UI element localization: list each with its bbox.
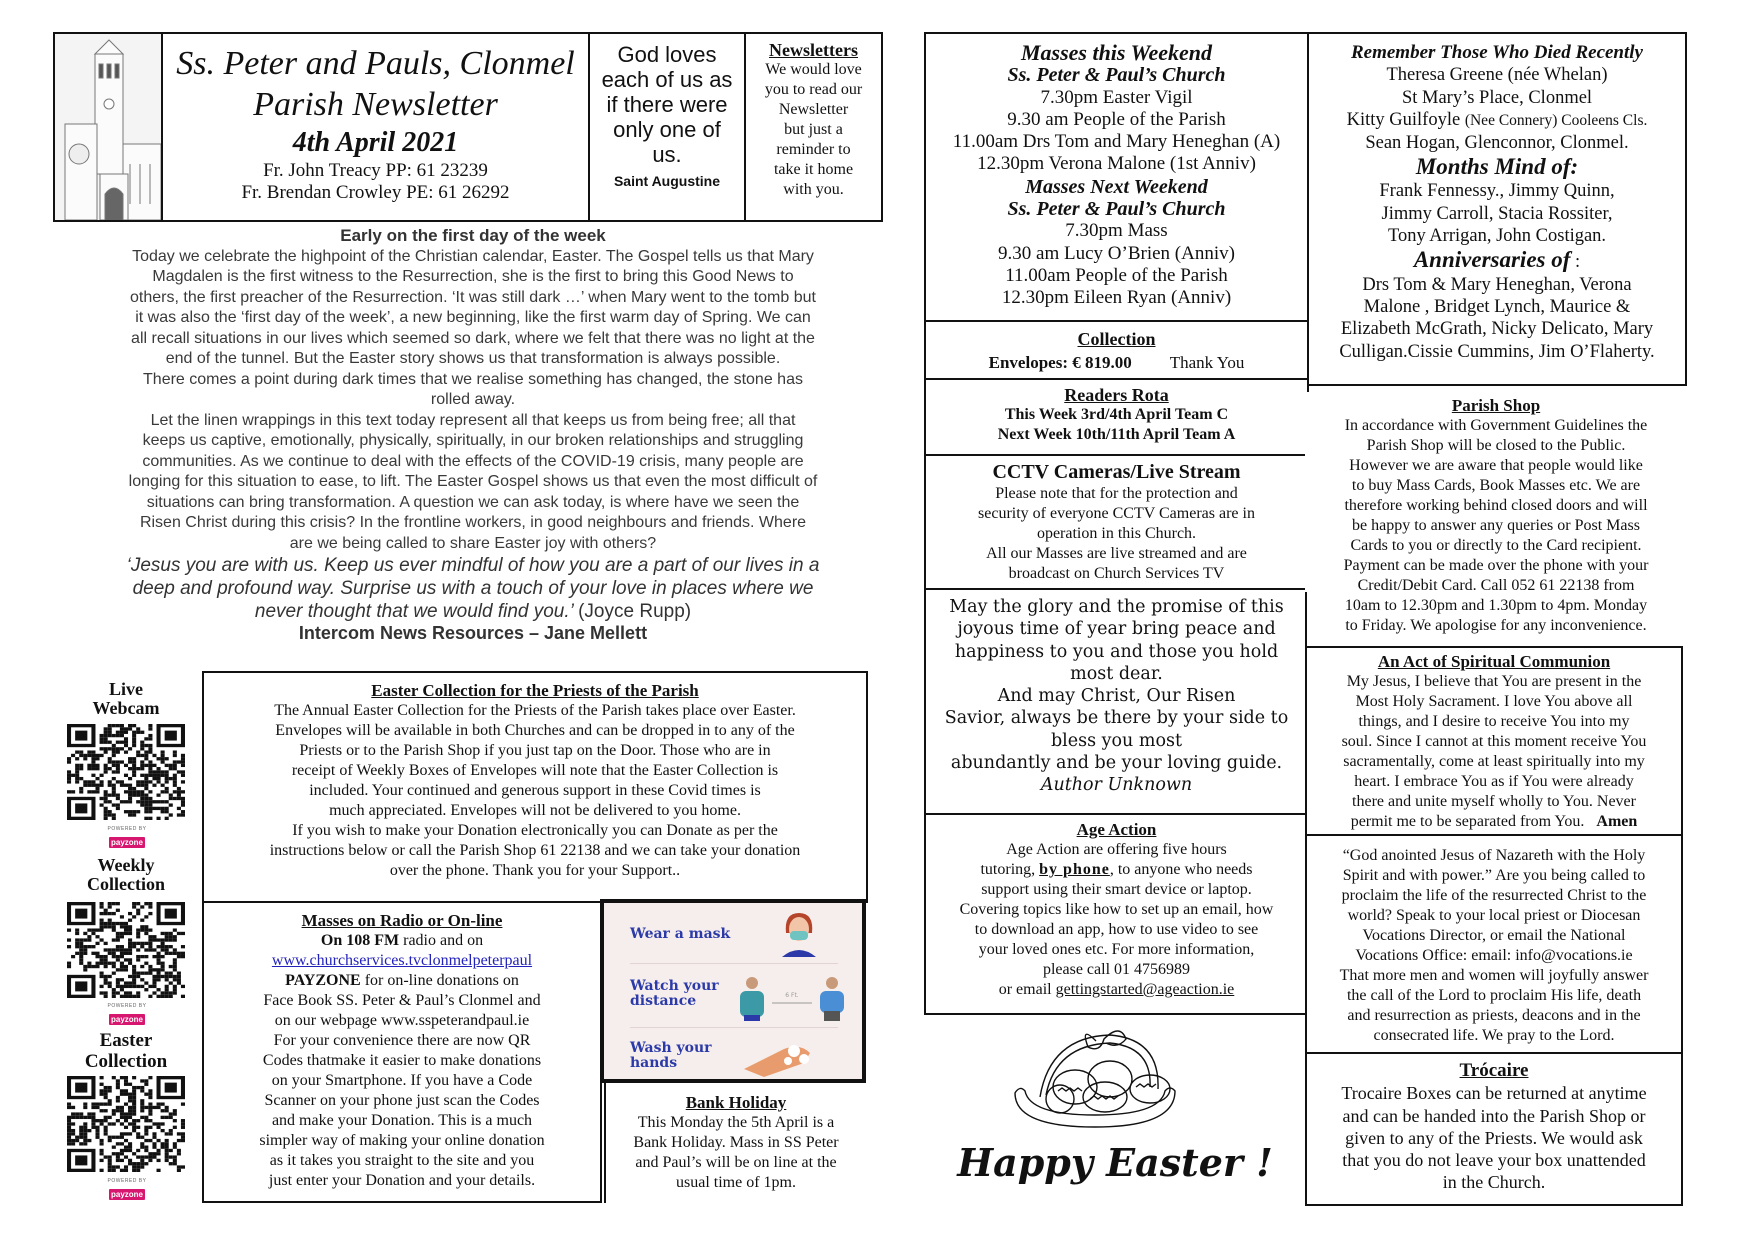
text-line: This Monday the 5th April is a bbox=[637, 1114, 835, 1131]
months-mind-names: Tony Arrigan, John Costigan. bbox=[1387, 226, 1607, 247]
qr-label-easter-collection bbox=[66, 1030, 186, 1072]
text-line: given to any of the Priests. We would ask bbox=[1345, 1127, 1643, 1148]
remember-heading: Remember Those Who Died Recently bbox=[1350, 42, 1643, 63]
trocaire-notice bbox=[1305, 1052, 1683, 1206]
text-line: Scanner on your phone just scan the Codes bbox=[264, 1092, 540, 1109]
text-line: In accordance with Government Guidelines the bbox=[1344, 417, 1648, 434]
text-line: and Paul’s will be on line at the bbox=[635, 1154, 837, 1171]
text-line: on our webpage www.sspeterandpaul.ie bbox=[274, 1012, 530, 1029]
anniversary-names: Malone , Bridget Lynch, Maurice & bbox=[1363, 296, 1631, 317]
text-line: soul. Since I cannot at this moment receive You bbox=[1341, 733, 1647, 750]
bank-holiday-heading: Bank Holiday bbox=[685, 1093, 787, 1112]
easter-collection-heading: Easter Collection for the Priests of the Parish bbox=[371, 681, 699, 700]
box-border bbox=[1305, 592, 1307, 652]
rota-this-week: This Week 3rd/4th April Team C bbox=[1004, 406, 1229, 423]
envelopes-amount: Envelopes: € 819.00 bbox=[988, 353, 1132, 372]
text-line: on your Smartphone. If you have a Code bbox=[271, 1072, 533, 1089]
text-line: be happy to answer any queries or Post Mass bbox=[1352, 517, 1640, 534]
covid-safety-poster bbox=[600, 899, 866, 1083]
text-line: May the glory and the promise of this bbox=[949, 597, 1284, 617]
text-line: Weekly bbox=[97, 855, 155, 875]
quote-line: each of us as bbox=[601, 67, 733, 92]
text-line: support using their smart device or laptop. bbox=[981, 881, 1252, 898]
readers-rota-heading: Readers Rota bbox=[1064, 385, 1169, 405]
text-line: However we are aware that people would like bbox=[1349, 457, 1643, 474]
text-line: situations can bring transformation. A question we can ask today, is where have we seen the bbox=[146, 493, 800, 511]
reflection-heading: Early on the first day of the week bbox=[340, 226, 606, 245]
text-line: and can be handed into the Parish Shop or bbox=[1342, 1105, 1646, 1126]
text-line: to Friday. We apologise for any inconvenience. bbox=[1345, 617, 1647, 634]
mass-time-item: 9.30 am People of the Parish bbox=[1007, 108, 1226, 130]
qr-code-icon[interactable] bbox=[67, 1076, 185, 1172]
text-line: bless you most bbox=[1050, 730, 1183, 751]
distance-label: 6 Ft. bbox=[785, 992, 799, 999]
text-line: much appreciated. Envelopes will not be delivered to you home. bbox=[329, 802, 741, 819]
text-line: hands bbox=[630, 1055, 678, 1071]
collection-heading: Collection bbox=[1077, 329, 1156, 349]
reflection-paragraph-1 bbox=[58, 247, 888, 411]
text-line: My Jesus, I believe that You are present in the bbox=[1346, 673, 1642, 690]
text-line: Newsletter bbox=[778, 101, 849, 118]
masked-person-icon bbox=[774, 907, 824, 957]
age-action-email-link[interactable]: gettingstarted@ageaction.ie bbox=[1055, 981, 1235, 998]
text-line: longing for this situation to ease, to lift. The Easter Gospel shows us that even the most difficult of bbox=[128, 473, 818, 490]
newsletter-title: Parish Newsletter bbox=[253, 86, 498, 123]
by-phone-emphasis: by phone bbox=[1039, 861, 1110, 878]
payzone-badge bbox=[95, 1178, 159, 1202]
deceased-name: Kitty Guilfoyle bbox=[1346, 109, 1465, 130]
text-line: Payment can be made over the phone with your bbox=[1343, 557, 1649, 574]
text-line: 10am to 12.30pm and 1.30pm to 4pm. Monday bbox=[1344, 597, 1648, 614]
text-line: receipt of Weekly Boxes of Envelopes will note that the Easter Collection is bbox=[291, 762, 779, 779]
text-line: And may Christ, Our Risen bbox=[997, 686, 1236, 707]
poster-divider bbox=[630, 963, 838, 964]
text-line: Live bbox=[109, 679, 143, 699]
text-line: Let the linen wrappings in this text today represent all that keeps us from being free; all that bbox=[150, 411, 796, 429]
text-line: “God anointed Jesus of Nazareth with the Holy bbox=[1342, 847, 1646, 864]
text-line: Webcam bbox=[92, 698, 160, 718]
text-line: Risen Christ during this crisis? In the frontline workers, in good neighbours and friends. Where bbox=[139, 514, 807, 531]
anniversary-names: Elizabeth McGrath, Nicky Delicato, Mary bbox=[1340, 319, 1654, 340]
qr-code-icon[interactable] bbox=[67, 724, 185, 820]
poster-item-mask bbox=[630, 927, 730, 942]
text-line: and resurrection as priests, deacons and in the bbox=[1347, 1007, 1641, 1024]
text-line: : bbox=[1570, 252, 1581, 273]
text-line: , to anyone who needs bbox=[1109, 861, 1253, 878]
quote-line: us. bbox=[652, 142, 682, 167]
text-line: your loved ones etc. For more information, bbox=[978, 941, 1255, 958]
text-line: operation in this Church. bbox=[1036, 525, 1197, 542]
text-line: to download an app, how to use video to see bbox=[974, 921, 1259, 938]
payzone-badge bbox=[95, 1003, 159, 1027]
mass-time-item: 7.30pm Easter Vigil bbox=[1040, 86, 1193, 108]
text-line: most dear. bbox=[1070, 663, 1163, 684]
text-line: Covering topics like how to set up an email, how bbox=[959, 901, 1274, 918]
text-line: broadcast on Church Services TV bbox=[1008, 565, 1225, 582]
qr-label-weekly-collection bbox=[66, 856, 186, 894]
remember-deceased-box bbox=[1307, 32, 1687, 386]
communion-heading: An Act of Spiritual Communion bbox=[1377, 652, 1611, 671]
church-sketch-image bbox=[53, 32, 163, 222]
deceased-address: St Mary’s Place, Clonmel bbox=[1401, 87, 1593, 108]
text-line: heart. I embrace You as if You were already bbox=[1354, 773, 1634, 790]
reflection-source: Intercom News Resources – Jane Mellett bbox=[298, 623, 648, 643]
text-line: that you do not leave your box unattended bbox=[1342, 1150, 1646, 1171]
text-line: Bank Holiday. Mass in SS Peter bbox=[633, 1134, 839, 1151]
next-weekend-heading: Masses Next Weekend bbox=[1025, 175, 1208, 198]
parish-shop-heading: Parish Shop bbox=[1451, 396, 1541, 415]
text-line: Credit/Debit Card. Call 052 61 22138 from bbox=[1357, 577, 1635, 594]
text-line: Watch your bbox=[630, 978, 719, 994]
text-line: things, and I desire to receive You into my bbox=[1358, 713, 1630, 730]
text-line: as it takes you straight to the site and you bbox=[269, 1152, 535, 1169]
text-line: sacramentally, come at least spiritually into my bbox=[1343, 753, 1645, 770]
text-line: to buy Mass Cards, Book Masses etc. We are bbox=[1351, 477, 1641, 494]
text-line: simpler way of making your online donation bbox=[259, 1132, 545, 1149]
text-line: Vocations Office: email: info@vocations.ie bbox=[1355, 947, 1633, 964]
text-line: all recall situations in our lives which seemed so dark, where we felt that there was no light at the bbox=[131, 329, 815, 347]
payzone-badge bbox=[95, 826, 159, 850]
text-line: instructions below or call the Parish Shop 61 22138 and we can take your donation bbox=[269, 842, 801, 859]
text-line: tutoring, bbox=[980, 861, 1040, 878]
text-line: There comes a point during dark times that we realise something has changed, the stone has bbox=[143, 370, 803, 388]
text-line: Age Action are offering five hours bbox=[1006, 841, 1227, 858]
text-line: reminder to bbox=[776, 141, 851, 158]
easter-reflection bbox=[58, 226, 888, 644]
anniversary-names: Drs Tom & Mary Heneghan, Verona bbox=[1362, 274, 1632, 295]
text-line: security of everyone CCTV Cameras are in bbox=[978, 505, 1255, 522]
text-line: Most Holy Sacrament. I love You above all bbox=[1355, 693, 1633, 710]
text-line: Parish Shop will be closed to the Public. bbox=[1366, 437, 1626, 454]
readers-rota-box bbox=[924, 378, 1309, 456]
text-line: For your convenience there are now QR bbox=[273, 1032, 531, 1049]
text-line: just enter your Donation and your details. bbox=[268, 1172, 536, 1189]
text-line: All our Masses are live streamed and are bbox=[986, 545, 1247, 562]
qr-label-live-webcam bbox=[66, 680, 186, 718]
powered-by-text: POWERED BY bbox=[107, 1003, 147, 1009]
church-tower-icon bbox=[55, 34, 161, 220]
text-line: Codes thatmake it easier to make donations bbox=[262, 1052, 542, 1069]
text-line: usual time of 1pm. bbox=[676, 1174, 796, 1191]
this-weekend-heading: Masses this Weekend bbox=[1020, 40, 1213, 65]
happy-easter-greeting: Happy Easter ! bbox=[957, 1140, 1273, 1185]
text-line: If you wish to make your Donation electronically you can Donate as per the bbox=[292, 822, 778, 839]
text-line: included. Your continued and generous support in these Covid times is bbox=[309, 782, 761, 799]
poster-item-hands bbox=[630, 1041, 712, 1071]
powered-by-text: POWERED BY bbox=[107, 1178, 147, 1184]
newsletters-heading: Newsletters bbox=[769, 40, 858, 60]
joyce-rupp-prayer bbox=[58, 554, 888, 623]
text-line: That more men and women will joyfully answer bbox=[1339, 967, 1649, 984]
mass-time-item: 7.30pm Mass bbox=[1065, 220, 1168, 242]
text-line: Envelopes will be available in both Churches and can be dropped in to any of the bbox=[275, 722, 795, 739]
text-line: ‘Jesus you are with us. Keep us ever mindful of how you are a part of our lives in a bbox=[126, 555, 820, 576]
text-line: Face Book SS. Peter & Paul’s Clonmel and bbox=[263, 992, 541, 1009]
text-line: Trocaire Boxes can be returned at anytime bbox=[1341, 1083, 1647, 1104]
mass-time-item: 12.30pm Eileen Ryan (Anniv) bbox=[1001, 287, 1232, 309]
text-line: Easter bbox=[99, 1030, 153, 1051]
text-line: but just a bbox=[784, 121, 843, 138]
payzone-logo: payzone bbox=[110, 1015, 143, 1024]
text-line: Collection bbox=[84, 1051, 168, 1072]
anniversary-names: Culligan.Cissie Cummins, Jim O’Flaherty. bbox=[1339, 341, 1655, 362]
powered-by-text: POWERED BY bbox=[107, 826, 147, 832]
text-line: over the phone. Thank you for your Support.. bbox=[389, 862, 681, 879]
qr-code-icon[interactable] bbox=[67, 902, 185, 998]
text-line: end of the tunnel. But the Easter story shows us that transformation is always possible. bbox=[165, 350, 781, 367]
poster-divider bbox=[630, 1027, 838, 1028]
months-mind-heading: Months Mind of: bbox=[1415, 154, 1579, 180]
text-line: and make your Donation. This is a much bbox=[271, 1112, 533, 1129]
age-action-heading: Age Action bbox=[1076, 820, 1157, 839]
payzone-label: PAYZONE bbox=[285, 972, 361, 989]
text-line: radio and on bbox=[399, 932, 484, 949]
poster-item-distance bbox=[630, 979, 719, 1009]
text-line: Magdalen is the first witness to the Resurrection, she is the first to bring this Good News to bbox=[152, 268, 794, 285]
deceased-name: Theresa Greene (née Whelan) bbox=[1386, 65, 1608, 86]
blessing-author: Author Unknown bbox=[1040, 775, 1193, 796]
mass-time-item: 11.00am People of the Parish bbox=[1005, 264, 1228, 286]
text-line: Wash your bbox=[630, 1040, 712, 1056]
thank-you-text: Thank You bbox=[1169, 353, 1245, 372]
text-line: happiness to you and those you hold bbox=[954, 641, 1279, 662]
months-mind-names: Frank Fennessy., Jimmy Quinn, bbox=[1379, 181, 1615, 202]
deceased-address: (Nee Connery) Cooleens Cls. bbox=[1464, 111, 1648, 129]
months-mind-names: Jimmy Carroll, Stacia Rossiter, bbox=[1381, 203, 1613, 224]
deceased-name: Sean Hogan, Glenconnor, Clonmel. bbox=[1365, 133, 1629, 154]
text-line: The Annual Easter Collection for the Priests of the Parish takes place over Easter. bbox=[274, 702, 796, 719]
mass-times-box bbox=[924, 32, 1309, 322]
rota-next-week: Next Week 10th/11th April Team A bbox=[997, 426, 1236, 443]
text-line: joyous time of year bring peace and bbox=[957, 619, 1276, 640]
mass-time-item: 9.30 am Lucy O’Brien (Anniv) bbox=[998, 242, 1235, 264]
reflection-paragraph-2 bbox=[58, 411, 888, 555]
text-line: Savior, always be there by your side to bbox=[944, 708, 1289, 729]
cctv-notice bbox=[924, 454, 1309, 590]
text-line: therefore working behind closed doors and will bbox=[1344, 497, 1648, 514]
newsletter-date: 4th April 2021 bbox=[292, 127, 459, 158]
text-line: with you. bbox=[783, 181, 844, 198]
text-line: Spirit and with power.” Are you being called to bbox=[1342, 867, 1646, 884]
text-line: Collection bbox=[87, 874, 165, 894]
augustine-quote-box bbox=[588, 32, 746, 222]
newsletters-notice bbox=[744, 32, 883, 222]
prayer-attribution: (Joyce Rupp) bbox=[578, 601, 692, 622]
easter-blessing bbox=[924, 588, 1309, 815]
text-line: there and unite myself wholly to You. Never bbox=[1352, 793, 1636, 810]
priest-contact: Fr. John Treacy PP: 61 23239 bbox=[263, 160, 488, 181]
text-line: rolled away. bbox=[430, 391, 516, 408]
parish-name: Ss. Peter and Pauls, Clonmel bbox=[176, 45, 575, 82]
text-line: you to read our bbox=[764, 81, 863, 98]
spiritual-communion-prayer bbox=[1305, 646, 1683, 836]
newsletter-title-block bbox=[161, 32, 590, 222]
social-distance-icon bbox=[734, 975, 850, 1023]
quote-line: only one of bbox=[613, 117, 721, 142]
text-line: distance bbox=[630, 993, 697, 1009]
text-line: Vocations Director, or email the National bbox=[1362, 927, 1626, 944]
text-line: for on-line donations on bbox=[360, 972, 519, 989]
church-services-link[interactable]: www.churchservices.tvclonmelpeterpaul bbox=[271, 952, 533, 969]
fm-frequency: On 108 FM bbox=[320, 932, 400, 949]
text-line: the call of the Lord to proclaim His life, death bbox=[1346, 987, 1642, 1004]
vocations-notice bbox=[1305, 834, 1683, 1054]
easter-collection-notice bbox=[202, 671, 868, 903]
cctv-heading: CCTV Cameras/Live Stream bbox=[992, 461, 1241, 483]
bank-holiday-notice bbox=[604, 1083, 866, 1203]
payzone-logo: payzone bbox=[110, 1190, 143, 1199]
text-line: take it home bbox=[773, 161, 854, 178]
text-line: never thought that we would find you.’ bbox=[254, 601, 573, 622]
text-line: abundantly and be your loving guide. bbox=[950, 753, 1283, 774]
text-line: Cards to you or directly to the Card recipient. bbox=[1350, 537, 1642, 554]
radio-heading: Masses on Radio or On-line bbox=[301, 911, 503, 930]
text-line: We would love bbox=[765, 61, 862, 78]
text-line: Today we celebrate the highpoint of the Christian calendar, Easter. The Gospel tells us that Mary bbox=[132, 247, 814, 265]
text-line: or email bbox=[998, 981, 1056, 998]
parish-shop-notice bbox=[1305, 392, 1687, 646]
masses-radio-online-notice bbox=[202, 901, 602, 1203]
text-line: world? Speak to your local priest or Diocesan bbox=[1347, 907, 1641, 924]
text-line: are we being called to share Easter joy with others? bbox=[289, 534, 657, 552]
hand-washing-icon bbox=[744, 1033, 824, 1079]
text-line: please call 01 4756989 bbox=[1042, 961, 1191, 978]
text-line: Wear a mask bbox=[630, 926, 731, 942]
church-name: Ss. Peter & Paul’s Church bbox=[1007, 64, 1226, 87]
text-line: permit me to be separated from You. bbox=[1350, 813, 1597, 830]
text-line: Priests or to the Parish Shop if you just tap on the Door. Those who are in bbox=[299, 742, 771, 759]
text-line: proclaim the life of the resurrected Christ to the bbox=[1341, 887, 1647, 904]
text-line: Please note that for the protection and bbox=[995, 485, 1238, 502]
text-line: communities. As we continue to deal with the effects of the COVID-19 crisis, many people are bbox=[142, 452, 804, 470]
text-line: others, the first preacher of the Resurrection. ‘It was still dark …’ when Mary went to the tomb but bbox=[130, 288, 816, 306]
collection-box bbox=[924, 320, 1309, 380]
trocaire-heading: Trócaire bbox=[1459, 1060, 1529, 1081]
easter-egg-basket-icon bbox=[1010, 1027, 1180, 1137]
amen-text: Amen bbox=[1596, 813, 1638, 830]
priest-contact: Fr. Brendan Crowley PE: 61 26292 bbox=[241, 182, 510, 203]
quote-line: God loves bbox=[617, 42, 717, 67]
quote-author: Saint Augustine bbox=[613, 173, 721, 189]
text-line: keeps us captive, emotionally, physically, spiritually, in our broken relationships and struggling bbox=[142, 432, 804, 449]
quote-text bbox=[590, 42, 744, 167]
mass-time-item: 12.30pm Verona Malone (1st Anniv) bbox=[977, 153, 1256, 175]
quote-line: if there were bbox=[606, 92, 728, 117]
text-line: consecrated life. We pray to the Lord. bbox=[1373, 1027, 1615, 1044]
age-action-notice bbox=[924, 813, 1309, 1015]
anniversaries-heading: Anniversaries of bbox=[1413, 247, 1571, 273]
text-line: it was also the ‘first day of the week’, a new beginning, like the first warm day of Spring. We can bbox=[135, 309, 811, 326]
payzone-logo: payzone bbox=[110, 838, 143, 847]
church-name: Ss. Peter & Paul’s Church bbox=[1007, 198, 1226, 221]
text-line: deep and profound way. Surprise us with a touch of your love in places where we bbox=[132, 578, 814, 599]
mass-time-item: 11.00am Drs Tom and Mary Heneghan (A) bbox=[952, 131, 1281, 153]
text-line: in the Church. bbox=[1442, 1172, 1546, 1193]
